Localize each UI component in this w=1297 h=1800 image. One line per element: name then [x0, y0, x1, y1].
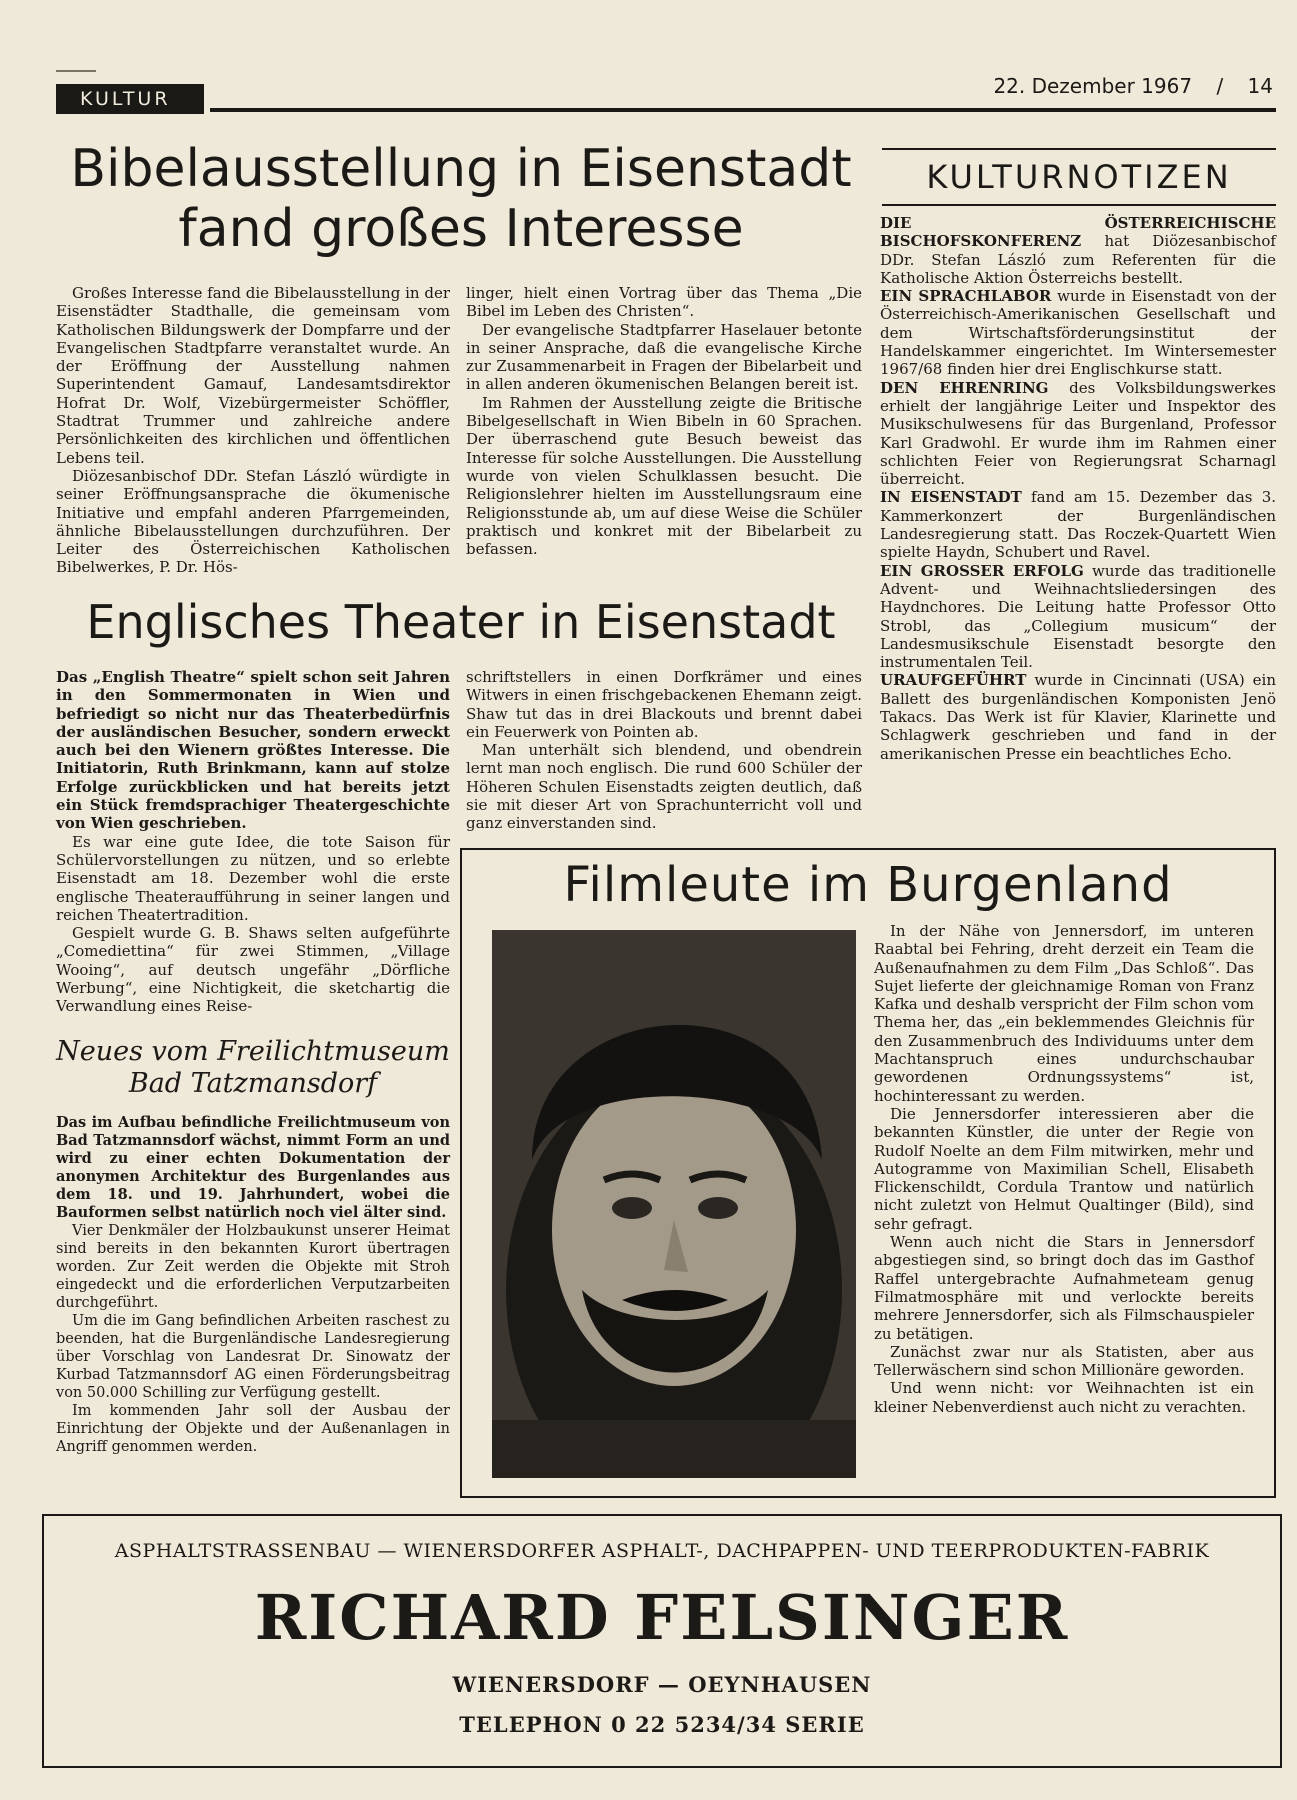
bibel-paragraph: Im Rahmen der Ausstellung zeigte die Britische Bibelgesellschaft in Wien Bibeln in 60 Sprachen. Der überraschend gute Besuch beweist das Interesse für solche Ausstellungen. Die Ausstellung wurde von vielen Schulklassen besucht. Die Religionslehrer hielten im Ausstellungsraum eine Religionsstunde ab, um auf diese Weise die Schüler praktisch und konkret mit der Bibelarbeit zu befassen. — [466, 393, 862, 559]
theater-paragraph: Es war eine gute Idee, die tote Saison für Schülervorstellungen zu nützen, und so erlebte Eisenstadt am 18. Dezember wohl die erste englische Theateraufführung in seiner langen und reichen Theatertradition. — [56, 832, 450, 924]
bibel-paragraph: linger, hielt einen Vortrag über das Thema „Die Bibel im Leben des Christen“. — [466, 284, 862, 321]
note-keyword: EIN GROSSER ERFOLG — [880, 561, 1084, 580]
film-body — [874, 922, 1254, 1416]
date-line — [993, 74, 1273, 98]
note-keyword: EIN SPRACHLABOR — [880, 287, 1052, 306]
note-text: wurde in Cincinnati (USA) ein Ballett des burgenländischen Komponisten Jenö Takacs. Das Werk ist für Klavier, Klarinette und Schlagwerk geschrieben und fand in der amerikanischen Presse ein beachtliches Echo. — [880, 671, 1276, 763]
note-keyword: URAUFGEFÜHRT — [880, 671, 1027, 690]
theater-headline: Englisches Theater in Eisenstadt — [86, 595, 836, 649]
portrait-photo — [492, 930, 856, 1478]
film-paragraph: Zunächst zwar nur als Statisten, aber aus Tellerwäschern sind schon Millionäre geworden. — [874, 1342, 1254, 1380]
ad-company-name: RICHARD FELSINGER — [254, 1581, 1070, 1654]
note-item — [880, 488, 1276, 561]
kulturnotizen-title: KULTURNOTIZEN — [926, 158, 1232, 196]
section-tag: KULTUR — [56, 84, 204, 114]
museum-lead: Das im Aufbau befindliche Freilichtmuseum von Bad Tatzmannsdorf wächst, nimmt Form an und wird zu einer echten Dokumentation der anonymen Architektur des Burgenlandes aus dem 18. und 19. Jahrhundert, wobei die Bauformen selbst natürlich noch viel älter sind. — [56, 1114, 450, 1221]
theater-col1 — [56, 668, 450, 1016]
theater-paragraph: schriftstellers in einen Dorfkrämer und eines Witwers in einen frischgebackenen Ehemann zeigt. Shaw tut das in drei Blackouts und brennt dabei ein Feuerwerk von Pointen ab. — [466, 668, 862, 741]
margin-mark — [56, 70, 96, 72]
bibel-paragraph: Großes Interesse fand die Bibelausstellung in der Eisenstädter Stadthalle, die gemeinsam vom Katholischen Bildungswerk der Dompfarre und der Evangelischen Stadtpfarre veranstaltet wurde. An der Eröffnung der Ausstellung nahmen Superintendent Gamauf, Landesamtsdirektor Hofrat Dr. Wolf, Vizebürgermeister Schöffler, Stadtrat Trummer und zahlreiche andere Persönlichkeiten des kirchlichen und öffentlichen Lebens teil. — [56, 284, 450, 467]
note-item — [880, 379, 1276, 489]
notes-rule-top — [882, 148, 1276, 150]
bibel-col2 — [466, 284, 862, 558]
museum-paragraph: Um die im Gang befindlichen Arbeiten raschest zu beenden, hat die Burgenländische Landesregierung über Vorschlag von Landesrat Dr. Sinowatz der Kurbad Tatzmannsdorf AG einen Förderungsbeitrag von 50.000 Schilling zur Verfügung gestellt. — [56, 1313, 450, 1401]
film-paragraph: Wenn auch nicht die Stars in Jennersdorf abgestiegen sind, so bringt doch das im Gasthof Raffel untergebrachte Aufnahmeteam genug Filmatmosphäre mit und verlockte bereits mehrere Jennersdorfer, sich als Filmschauspieler zu betätigen. — [874, 1233, 1254, 1343]
kulturnotizen-list — [880, 214, 1276, 763]
bibel-paragraph: Diözesanbischof DDr. Stefan László würdigte in seiner Eröffnungsansprache die ökumenische Initiative und empfahl anderen Pfarrgemeinden, ähnliche Bibelausstellungen durchzuführen. Der Leiter des Österreichischen Katholischen Bibelwerkes, P. Dr. Hös- — [56, 466, 450, 577]
film-paragraph: In der Nähe von Jennersdorf, im unteren Raabtal bei Fehring, dreht derzeit ein Team die Außenaufnahmen zu dem Film „Das Schloß“. Das Sujet lieferte der gleichnamige Roman von Franz Kafka und deshalb verspricht der Film schon vom Thema her, das „ein beklemmendes Gleichnis für den Zusammenbruch des Individuums unter dem Machtanspruch eines undurchschaubar gewordenen Ordnungssystems“ ist, hochinteressant zu werden. — [874, 922, 1254, 1105]
museum-body — [56, 1114, 450, 1456]
note-keyword: DIE ÖSTERREICHISCHE BISCHOFSKONFERENZ — [880, 214, 1276, 251]
note-text: des Volksbildungswerkes erhielt der langjährige Leiter und Inspektor des Musikschulwesens für das Burgenland, Professor Karl Gradwohl. Er wurde ihm im Rahmen einer schlichten Feier von Regierungsrat Scharnagl überreicht. — [880, 378, 1276, 489]
bibel-col1 — [56, 284, 450, 577]
notes-rule-bottom — [882, 204, 1276, 206]
film-headline: Filmleute im Burgenland — [563, 857, 1173, 913]
note-keyword: DEN EHRENRING — [880, 378, 1049, 397]
note-item — [880, 562, 1276, 672]
bibel-paragraph: Der evangelische Stadtpfarrer Haselauer betonte in seiner Ansprache, daß die evangelische Kirche zur Zusammenarbeit in Fragen der Bibelarbeit und in allen anderen ökumenischen Belangen bereit ist. — [466, 320, 862, 394]
theater-paragraph: Man unterhält sich blendend, und obendrein lernt man noch englisch. Die rund 600 Schüler der Höheren Schulen Eisenstadts zeigten deutlich, daß sie mit dieser Art von Sprachunterricht voll und ganz einverstanden sind. — [466, 741, 862, 833]
issue-date: 22. Dezember 1967 — [993, 74, 1193, 98]
theater-col2 — [466, 668, 862, 833]
bibel-headline — [56, 140, 866, 260]
note-item — [880, 287, 1276, 378]
museum-headline-line2: Bad Tatzmansdorf — [128, 1068, 378, 1099]
museum-headline — [56, 1036, 450, 1100]
film-paragraph: Und wenn nicht: vor Weihnachten ist ein kleiner Nebenverdienst auch nicht zu verachten. — [874, 1379, 1254, 1416]
header-rule — [210, 108, 1276, 112]
bibel-headline-line2: fand großes Interesse — [178, 198, 744, 259]
ad-tagline: ASPHALTSTRASSENBAU — WIENERSDORFER ASPHALT-, DACHPAPPEN- UND TEERPRODUKTEN-FABRIK — [114, 1540, 1210, 1562]
note-keyword: IN EISENSTADT — [880, 488, 1022, 507]
note-text: fand am 15. Dezember das 3. Kammerkonzert der Burgenländischen Landesregierung statt. Das Roczek-Quartett Wien spielte Haydn, Schubert und Ravel. — [880, 488, 1277, 562]
film-paragraph: Die Jennersdorfer interessieren aber die bekannten Künstler, die unter der Regie von Rudolf Noelte an dem Film mitwirken, mehr und Autogramme von Maximilian Schell, Elisabeth Flickenschildt, Cordula Trantow und natürlich nicht zuletzt von Helmut Qualtinger (Bild), sind sehr gefragt. — [874, 1104, 1254, 1233]
note-item — [880, 671, 1276, 762]
bibel-headline-line1: Bibelausstellung in Eisenstadt — [70, 139, 852, 199]
note-item — [880, 214, 1276, 287]
note-text: wurde in Eisenstadt von der Österreichisch-Amerikanischen Gesellschaft und dem Wirtschaftsförderungsinstitut der Handelskammer eingerichtet. Im Wintersemester 1967/68 finden hier drei Englischkurse statt. — [880, 287, 1277, 379]
date-separator: / — [1216, 74, 1224, 98]
page-number: 14 — [1247, 74, 1273, 98]
note-text: wurde das traditionelle Advent- und Weihnachtsliedersingen des Haydnchores. Die Leitung hatte Professor Otto Strobl, das „Collegium musicum“ der Landesmusikschule Eisenstadt besorgte den instrumentalen Teil. — [880, 561, 1277, 672]
theater-lead: Das „English Theatre“ spielt schon seit Jahren in den Sommermonaten in Wien und befriedigt so nicht nur das Theaterbedürfnis der ausländischen Besucher, sondern erweckt auch bei den Wienern größtes Interesse. Die Initiatorin, Ruth Brinkmann, kann auf stolze Erfolge zurückblicken und hat bereits jetzt ein Stück fremdsprachiger Theatergeschichte von Wien geschrieben. — [56, 668, 450, 833]
portrait-figure — [492, 930, 856, 1478]
museum-paragraph: Vier Denkmäler der Holzbaukunst unserer Heimat sind bereits in den bekannten Kurort übertragen worden. Zur Zeit werden die Objekte mit Stroh eingedeckt und die erforderlichen Verputzarbeiten durchgeführt. — [56, 1223, 450, 1311]
ad-telephone: TELEPHON 0 22 5234/34 SERIE — [459, 1712, 865, 1737]
theater-paragraph: Gespielt wurde G. B. Shaws selten aufgeführte „Comediettina“ für zwei Stimmen, „Village Wooing“, auf deutsch ungefähr „Dörfliche Werbung“, eine Nichtigkeit, die sketchartig die Verwandlung eines Reise- — [56, 924, 450, 1016]
museum-headline-line1: Neues vom Freilichtmuseum — [56, 1036, 450, 1067]
note-text: hat Diözesanbischof DDr. Stefan László zum Referenten für die Katholische Aktion Österreichs bestellt. — [880, 232, 1276, 287]
ad-locations: WIENERSDORF — OEYNHAUSEN — [452, 1672, 872, 1697]
museum-paragraph: Im kommenden Jahr soll der Ausbau der Einrichtung der Objekte und der Außenanlagen in Angriff genommen werden. — [56, 1403, 450, 1455]
